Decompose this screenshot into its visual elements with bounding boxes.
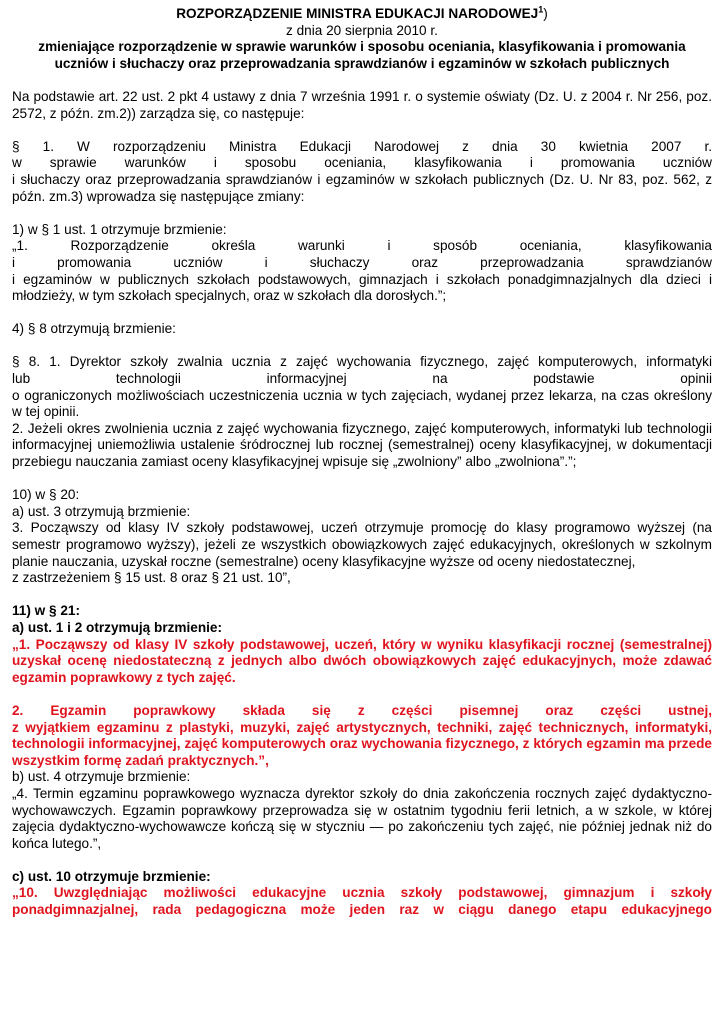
item-11-sub-b-text: „4. Termin egzaminu poprawkowego wyznacza dyrektor szkoły do dnia zakończenia rocznych zajęć dydaktyczno-wychowawczych. Egzamin poprawkowy przeprowadza się w ostatnim tygodniu ferii letnich, a w szkole, w której zajęcia dydaktyczno-wychowawcze kończą się w styczniu — po zakończeniu tych zajęć, nie później jednak niż do końca lutego.”, [12,785,712,851]
document-subtitle-line-2: uczniów i słuchaczy oraz przeprowadzania sprawdzianów i egzaminów w szkołach publicznych [54,55,670,71]
item-11-sub-a: a) ust. 1 i 2 otrzymują brzmienie: [12,619,222,635]
item-1 [12,222,712,305]
preamble: Na podstawie art. 22 ust. 2 pkt 4 ustawy z dnia 7 września 1991 r. o systemie oświaty (Dz. U. z 2004 r. Nr 256, poz. 2572, z późn. zm.2)) zarządza się, co następuje: [12,88,712,121]
item-4-line-3: o ograniczonych możliwościach uczestniczenia ucznia w tych zajęciach, wydanej przez lekarza, na czas określony w tej opinii. [12,387,712,420]
document-subtitle-line-1: zmieniające rozporządzenie w sprawie warunków i sposobu oceniania, klasyfikowania i promowania [38,39,686,55]
item-10-heading: 10) w § 20: [12,487,80,503]
paragraph-1 [12,139,712,205]
item-11-sub-b: b) ust. 4 otrzymuje brzmienie: [12,769,191,785]
title-footnote-mark: 1 [538,4,544,15]
document-page [12,6,712,919]
item-11-heading: 11) w § 21: [12,603,81,619]
item-10 [12,487,712,587]
item-4-paragraph-2: 2. Jeżeli okres zwolnienia ucznia z zajęć wychowania fizycznego, zajęć komputerowych, informatyki lub technologii informacyjnej uniemożliwia ustalenie śródrocznej lub rocznej (semestralnej) oceny klasyfikacyjnej, w dokumentacji przebiegu nauczania zamiast oceny klasyfikacyjnej wpisuje się „zwolniony” albo „zwolniona”.”; [12,420,712,470]
item-1-line-3: i egzaminów w publicznych szkołach podstawowych, gimnazjach i szkołach ponadgimnazjalnych dla dzieci i młodzieży, w tym szkołach specjalnych, oraz w szkołach dla dorosłych.”; [12,271,712,304]
item-11-sub-c-amendment: „10. Uwzględniając możliwości edukacyjne ucznia szkoły podstawowej, gimnazjum i szkoły ponadgimnazjalnej, rada pedagogiczna może jeden raz w ciągu danego etapu edukacyjnego [12,885,712,918]
item-4 [12,354,712,470]
item-11-amendment-2-line-2: z wyjątkiem egzaminu z plastyki, muzyki, zajęć artystycznych, techniki, zajęć technicznych, informatyki, technologii informacyjnej, zajęć komputerowych oraz wychowania fizycznego, z których egzamin ma przede wszystkim formę zadań praktycznych.”, [12,719,712,768]
item-1-line-1: „1. Rozporządzenie określa warunki i sposób oceniania, klasyfikowania [12,238,712,254]
paragraph-1-line-1: § 1. W rozporządzeniu Ministra Edukacji Narodowej z dnia 30 kwietnia 2007 r. [12,138,712,154]
item-4-line-2: lub technologii informacyjnej na podstawie opinii [12,371,712,387]
item-1-line-2: i promowania uczniów i słuchaczy oraz przeprowadzania sprawdzianów [12,254,712,270]
document-title [12,6,712,23]
item-10-tail: z zastrzeżeniem § 15 ust. 8 oraz § 21 ust. 10”, [12,570,291,586]
item-10-sub-a: a) ust. 3 otrzymują brzmienie: [12,503,191,519]
item-4-heading: 4) § 8 otrzymują brzmienie: [12,321,176,337]
item-11-amendment-2-line-1: 2. Egzamin poprawkowy składa się z części pisemnej oraz części ustnej, [12,702,712,718]
paragraph-1-line-3: i słuchaczy oraz przeprowadzania sprawdzianów i egzaminów w szkołach publicznych (Dz. U. Nr 83, poz. 562, z późn. zm.3) wprowadza się następujące zmiany: [12,171,712,204]
item-11-amendment-1: „1. Począwszy od klasy IV szkoły podstawowej, uczeń, który w wyniku klasyfikacji rocznej (semestralnej) uzyskał ocenę niedostateczną z jednych albo dwóch obowiązkowych zajęć edukacyjnych, może zdawać egzamin poprawkowy z tych zajęć. [12,636,712,685]
item-11 [12,603,712,918]
title-footnote-paren: ) [543,6,548,21]
item-4-line-1: § 8. 1. Dyrektor szkoły zwalnia ucznia z zajęć wychowania fizycznego, zajęć komputerowych, informatyki [12,354,712,370]
item-1-heading: 1) w § 1 ust. 1 otrzymuje brzmienie: [12,221,227,237]
item-11-sub-c: c) ust. 10 otrzymuje brzmienie: [12,868,211,884]
title-text: ROZPORZĄDZENIE MINISTRA EDUKACJI NARODOWEJ [176,6,539,21]
item-10-text: 3. Począwszy od klasy IV szkoły podstawowej, uczeń otrzymuje promocję do klasy programowo wyższej (na semestr programowo wyższy), jeżeli ze wszystkich obowiązkowych zajęć edukacyjnych, określonych w szkolnym planie nauczania, uzyskał roczne (semestralne) oceny klasyfikacyjne wyższe od oceny niedostatecznej, [12,520,712,569]
document-date: z dnia 20 sierpnia 2010 r. [286,22,438,38]
paragraph-1-line-2: w sprawie warunków i sposobu oceniania, klasyfikowania i promowania uczniów [12,155,712,171]
